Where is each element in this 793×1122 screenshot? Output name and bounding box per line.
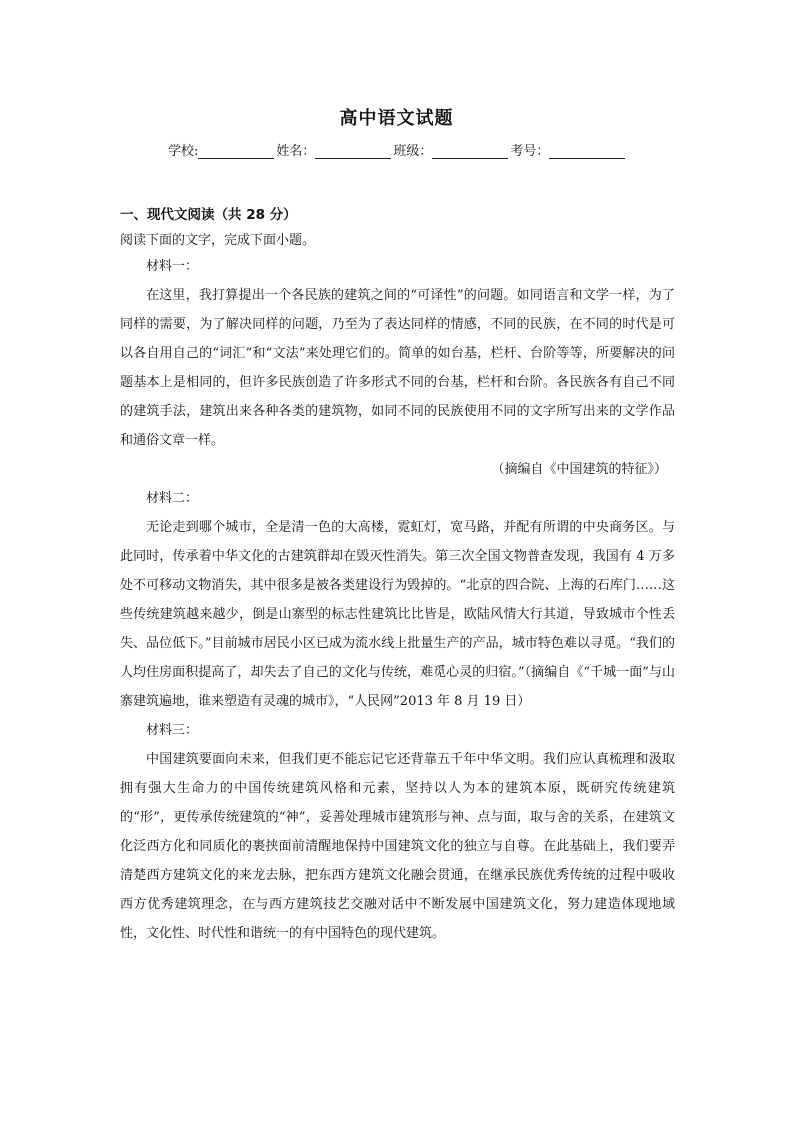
number-label: 考号：	[510, 144, 550, 159]
name-label: 姓名：	[276, 144, 316, 159]
reading-passage	[120, 252, 675, 948]
page-title: 高中语文试题	[339, 108, 454, 129]
material-3-label: 材料三：	[146, 723, 199, 738]
class-blank[interactable]	[432, 144, 508, 159]
material-1-source: （摘编自《中国建筑的特征》）	[491, 462, 667, 477]
material-3-text: 中国建筑要面向未来，但我们更不能忘记它还背靠五千年中华文明。我们应认真梳理和汲取拥有强大生命力的中国传统建筑风格和元素，坚持以人为本的建筑本原，既研究传统建筑的“形”，更传承传统建筑的“神”，妥善处理城市建筑形与神、点与面，取与舍的关系，在建筑文化泛西方化和同质化的裹挟面前清醒地保持中国建筑文化的独立与自尊。在此基础上，我们要弄清楚西方建筑文化的来龙去脉，把东西方建筑文化融会贯通，在继承民族优秀传统的过程中吸收西方优秀建筑理念，在与西方建筑技艺交融对话中不断发展中国建筑文化，努力建造体现地域性，文化性、时代性和谐统一的有中国特色的现代建筑。	[120, 752, 675, 941]
school-label: 学校:	[168, 144, 199, 159]
school-blank[interactable]	[198, 144, 274, 159]
number-blank[interactable]	[549, 144, 625, 159]
material-2-label: 材料二：	[146, 491, 199, 506]
class-label: 班级：	[393, 144, 433, 159]
material-1-text: 在这里，我打算提出一个各民族的建筑之间的“可译性”的问题。如同语言和文学一样，为了同样的需要，为了解决同样的问题，乃至为了表达同样的情感，不同的民族，在不同的时代是可以各自用自己的“词汇”和“文法”来处理它们的。简单的如台基，栏杆、台阶等等，所要解决的问题基本上是相同的，但许多民族创造了许多形式不同的台基，栏杆和台阶。各民族各有自己不同的建筑手法，建筑出来各种各类的建筑物，如同不同的民族使用不同的文字所写出来的文学作品和通俗文章一样。	[120, 288, 675, 448]
section-heading: 一、现代文阅读（共 28 分）	[120, 207, 297, 223]
material-1-label: 材料一：	[146, 259, 199, 274]
name-blank[interactable]	[315, 144, 391, 159]
section-instruction: 阅读下面的文字，完成下面小题。	[120, 233, 316, 248]
student-info-line	[168, 140, 638, 159]
material-2-text: 无论走到哪个城市，全是清一色的大高楼，霓虹灯，宽马路，并配有所谓的中央商务区。与此同时，传承着中华文化的古建筑群却在毁灭性消失。第三次全国文物普查发现，我国有 4 万多处不可移动文物消失，其中很多是被各类建设行为毁掉的。“北京的四合院、上海的石库门……这些传统建筑越来越少，倒是山寨型的标志性建筑比比皆是，欧陆风情大行其道，导致城市个性丢失、品位低下。”目前城市居民小区已成为流水线上批量生产的产品，城市特色难以寻觅。“我们的人均住房面积提高了，却失去了自己的文化与传统，难觅心灵的归宿。”（摘编自《“千城一面”与山寨建筑遍地，谁来塑造有灵魂的城市》，“人民网”2013 年 8 月 19 日）	[120, 520, 675, 709]
